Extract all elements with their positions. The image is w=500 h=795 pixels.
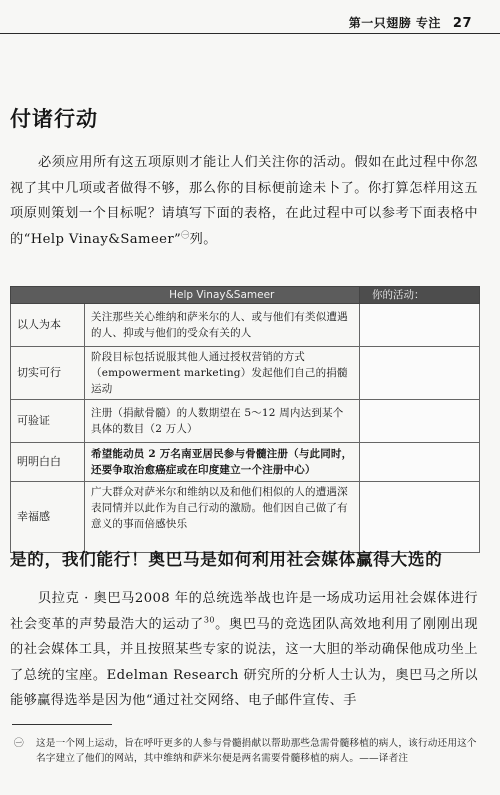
row-example-text: 希望能动员 2 万名南亚居民参与骨髓注册（与此同时，还要争取治愈癌症或在印度建立一个注册中心） [85, 443, 360, 482]
row-your-activity-cell[interactable] [360, 304, 480, 347]
row-your-activity-cell[interactable] [360, 347, 480, 400]
row-your-activity-cell[interactable] [360, 400, 480, 443]
footnote-text: 这是一个网上运动，旨在呼吁更多的人参与骨髓捐献以帮助那些急需骨髓移植的病人，该行动还用这个名字建立了他们的网站，其中维纳和萨米尔便是两名需要骨髓移植的病人。——译者注 [36, 738, 477, 764]
obama-text: 贝拉克 · 奥巴马2008 年的总统选举战也许是一场成功运用社会媒体进行社会变革的声势最浩大的运动了 [10, 591, 478, 632]
intro-text-end: 列。 [189, 231, 217, 247]
intro-text: 必须应用所有这五项原则才能让人们关注你的活动。假如在此过程中你忽视了其中几项或者做得不够，那么你的目标便前途未卜了。你打算怎样用这五项原则策划一个目标呢？请填写下面的表格，在此过程中可以参考下面表格中的“Help Vinay&Sameer” [10, 155, 478, 247]
row-example-text: 注册（捐献骨髓）的人数期望在 5～12 周内达到某个具体的数目（2 万人） [85, 400, 360, 443]
table-row [11, 304, 480, 347]
planning-table [10, 286, 480, 553]
table-row [11, 482, 480, 553]
obama-paragraph [10, 586, 478, 714]
running-header [349, 14, 472, 31]
footnote [14, 736, 480, 766]
page-number: 27 [452, 16, 472, 31]
header-rule [0, 33, 500, 34]
row-label: 切实可行 [11, 347, 85, 400]
table-row [11, 400, 480, 443]
footnote-mark: ㊀ [14, 738, 24, 749]
section-title-take-action: 付诸行动 [10, 107, 98, 131]
row-example-text: 阶段目标包括说服其他人通过授权营销的方式（empowerment marketing）发起他们自己的捐髓运动 [85, 347, 360, 400]
row-your-activity-cell[interactable] [360, 443, 480, 482]
table-row [11, 347, 480, 400]
table-header-row [11, 287, 480, 304]
row-your-activity-cell[interactable] [360, 482, 480, 553]
endnote-reference[interactable]: 30 [203, 615, 215, 625]
row-example-text: 广大群众对萨米尔和维纳以及和他们相似的人的遭遇深表同情并以此作为自己行动的激励。他们因自己做了有意义的事而倍感快乐 [85, 482, 360, 553]
header-your-activity-column: 你的活动： [360, 287, 480, 304]
row-label: 幸福感 [11, 482, 85, 553]
footnote-reference[interactable]: ㊀ [181, 230, 190, 240]
footnote-rule [12, 724, 112, 725]
obama-text-end: 。奥巴马的竞选团队高效地利用了刚刚出现的社会媒体工具，并且按照某些专家的说法，这一大胆的举动确保他成功坐上了总统的宝座。Edelman Research 研究所的分析人士认为，奥巴马之所以能够赢得选举是因为他“通过社交网络、电子邮件宣传、手 [10, 616, 478, 708]
header-example-column: Help Vinay&Sameer [85, 287, 360, 304]
section-title-obama: 是的，我们能行！奥巴马是如何利用社会媒体赢得大选的 [10, 550, 443, 569]
row-label: 可验证 [11, 400, 85, 443]
header-blank-cell [11, 287, 85, 304]
row-label: 明明白白 [11, 443, 85, 482]
row-example-text: 关注那些关心维纳和萨米尔的人、或与他们有类似遭遇的人、抑或与他们的受众有关的人 [85, 304, 360, 347]
chapter-title: 第一只翅膀 专注 [348, 16, 441, 30]
intro-paragraph [10, 150, 478, 252]
table-row [11, 443, 480, 482]
row-label: 以人为本 [11, 304, 85, 347]
